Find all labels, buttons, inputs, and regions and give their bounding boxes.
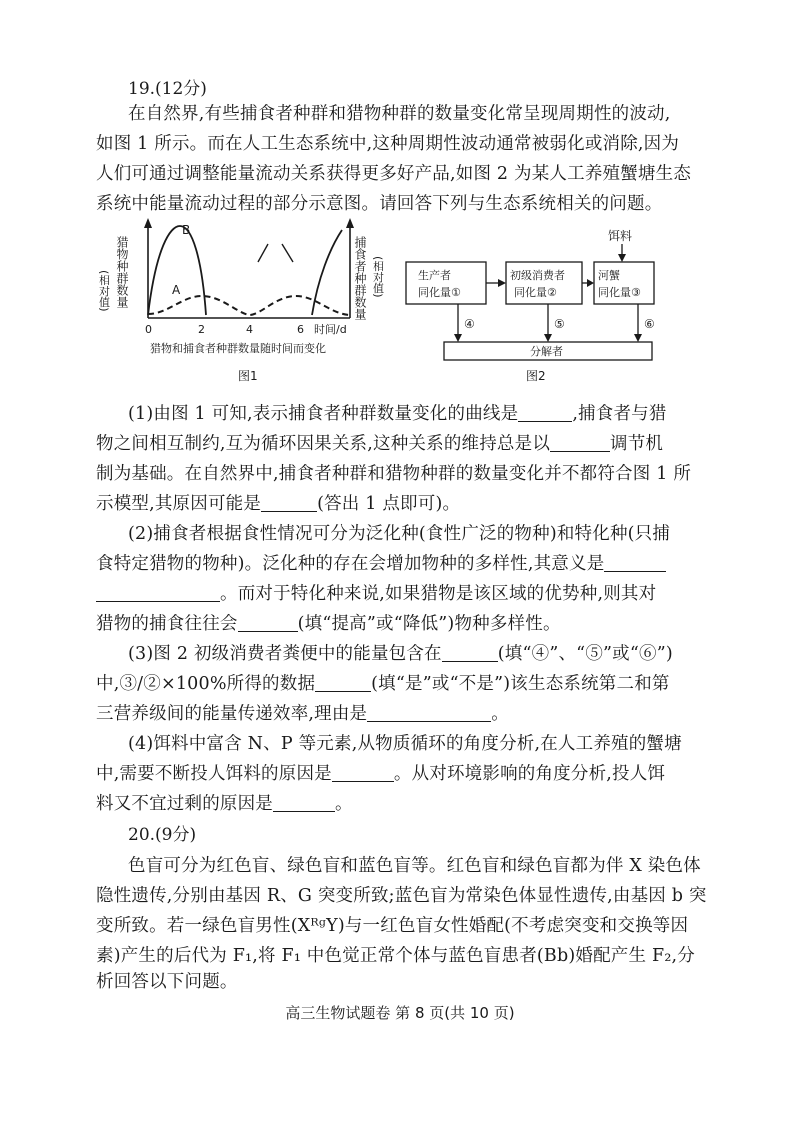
fig1-y-right-unit: (相对值) bbox=[371, 256, 385, 298]
q19-p1-text: 示模型,其原因可能是 bbox=[96, 494, 262, 514]
q19-p1-text: (答出 1 点即可)。 bbox=[317, 494, 461, 514]
q19-p2-line4 bbox=[96, 610, 561, 635]
answer-blank[interactable] bbox=[550, 434, 610, 452]
answer-blank[interactable] bbox=[315, 674, 371, 692]
fig1-label: 图1 bbox=[238, 369, 258, 383]
q19-p4-line1: (4)饵料中富含 N、P 等元素,从物质循环的角度分析,在人工养殖的蟹塘 bbox=[128, 734, 682, 754]
page-footer: 高三生物试题卷 第 8 页(共 10 页) bbox=[285, 1004, 515, 1022]
fig1-right-axis-arrow bbox=[346, 218, 354, 228]
fig2-arrowhead-6 bbox=[634, 334, 642, 342]
answer-blank[interactable] bbox=[261, 494, 317, 512]
fig2-feed-arrowhead bbox=[618, 254, 626, 262]
q20-line-5: 析回答以下问题。 bbox=[96, 972, 238, 992]
q19-p4-text: 。从对环境影响的角度分析,投人饵 bbox=[393, 764, 666, 784]
fig1-y-right-label: 捕食者种群数量 bbox=[353, 236, 367, 320]
q19-header: 19.(12分) bbox=[128, 79, 207, 99]
fig2-arrowhead-4 bbox=[454, 334, 462, 342]
q19-p3-text: 。 bbox=[491, 704, 509, 724]
q19-p3-text: 中,③/②×100%所得的数据 bbox=[96, 674, 316, 694]
fig2-box-primary-l2: 同化量② bbox=[514, 286, 557, 299]
q19-p2-text: 食特定猎物的物种)。泛化种的存在会增加物种的多样性,其意义是 bbox=[96, 554, 605, 574]
fig2-label: 图2 bbox=[526, 369, 546, 383]
fig2-box-crab-l1: 河蟹 bbox=[598, 269, 620, 282]
q20-line-2: 隐性遗传,分别由基因 R、G 突变所致;蓝色盲为常染色体显性遗传,由基因 b 突 bbox=[96, 886, 707, 906]
fig1-mark-left bbox=[258, 244, 268, 262]
q19-p1-text: ,捕食者与猎 bbox=[572, 404, 667, 424]
q19-p4-line3 bbox=[96, 790, 353, 815]
q19-intro-4: 系统中能量流动过程的部分示意图。请回答下列与生态系统相关的问题。 bbox=[96, 194, 663, 214]
fig2-arrow-6-label: ⑥ bbox=[644, 317, 655, 331]
q19-p1-line4 bbox=[96, 490, 460, 515]
fig2-box-producer-l2: 同化量① bbox=[418, 286, 461, 299]
fig2-decomposer-label: 分解者 bbox=[530, 345, 563, 358]
fig1-x-tick-4: 4 bbox=[246, 323, 253, 336]
q19-p2-line1: (2)捕食者根据食性情况可分为泛化种(食性广泛的物种)和特化种(只捕 bbox=[128, 524, 671, 544]
answer-blank[interactable] bbox=[273, 794, 335, 812]
fig1-x-tick-6: 6 bbox=[297, 323, 304, 336]
q19-p3-line2 bbox=[96, 670, 670, 695]
fig1-curve-a-label: A bbox=[172, 283, 181, 297]
fig2-arrow-5-label: ⑤ bbox=[554, 317, 565, 331]
figure-2 bbox=[398, 222, 666, 388]
q19-intro-2: 如图 1 所示。而在人工生态系统中,这种周期性波动通常被弱化或消除,因为 bbox=[96, 134, 680, 154]
q19-p1-line3: 制为基础。在自然界中,捕食者种群和猎物种群的数量变化并不都符合图 1 所 bbox=[96, 464, 692, 484]
answer-blank[interactable] bbox=[96, 584, 220, 602]
q20-line-3: 变所致。若一绿色盲男性(XᴿᵍY)与一红色盲女性婚配(不考虑突变和交换等因 bbox=[96, 916, 689, 936]
fig2-arrowhead-2-3 bbox=[587, 279, 594, 287]
q19-p4-line2 bbox=[96, 760, 665, 785]
q19-p3-text: (填“是”或“不是”)该生态系统第二和第 bbox=[371, 674, 670, 694]
fig2-feed-label: 饵料 bbox=[608, 229, 633, 243]
figure-1 bbox=[98, 218, 398, 390]
fig1-y-left-label: 猎物种群数量 bbox=[115, 236, 129, 308]
q19-intro-3: 人们可通过调整能量流动关系获得更多好产品,如图 2 为某人工养殖蟹塘生态 bbox=[96, 164, 692, 184]
q20-line-1: 色盲可分为红色盲、绿色盲和蓝色盲等。红色盲和绿色盲都为伴 X 染色体 bbox=[128, 856, 701, 876]
fig1-curve-a bbox=[148, 296, 350, 315]
q19-p2-text: (填“提高”或“降低”)物种多样性。 bbox=[297, 614, 561, 634]
q20-header: 20.(9分) bbox=[128, 825, 197, 845]
q19-p3-text: (填“④”、“⑤”或“⑥”) bbox=[497, 644, 673, 664]
fig1-curve-b bbox=[148, 226, 206, 315]
fig2-box-producer-l1: 生产者 bbox=[418, 269, 451, 282]
fig1-x-tick-0: 0 bbox=[145, 323, 152, 336]
answer-blank[interactable] bbox=[367, 704, 491, 722]
q19-p4-text: 。 bbox=[335, 794, 353, 814]
answer-blank[interactable] bbox=[332, 764, 394, 782]
q19-intro-1: 在自然界,有些捕食者种群和猎物种群的数量变化常呈现周期性的波动, bbox=[128, 104, 671, 124]
answer-blank[interactable] bbox=[518, 404, 572, 422]
q19-p2-line2 bbox=[96, 550, 666, 575]
q19-p4-text: 料又不宜过剩的原因是 bbox=[96, 794, 273, 814]
q19-p3-text: (3)图 2 初级消费者粪便中的能量包含在 bbox=[128, 644, 442, 664]
q19-p1-text: 物之间相互制约,互为循环因果关系,这种关系的维持总是以 bbox=[96, 434, 551, 454]
q19-p1-text: 调节机 bbox=[610, 434, 664, 454]
fig2-arrowhead-5 bbox=[544, 334, 552, 342]
q19-p3-text: 三营养级间的能量传递效率,理由是 bbox=[96, 704, 368, 724]
fig1-left-axis-arrow bbox=[144, 218, 152, 228]
fig1-y-left-unit: (相对值) bbox=[98, 270, 111, 312]
q19-p1-text: (1)由图 1 可知,表示捕食者种群数量变化的曲线是 bbox=[128, 404, 519, 424]
q19-p4-text: 中,需要不断投人饵料的原因是 bbox=[96, 764, 332, 784]
answer-blank[interactable] bbox=[442, 644, 498, 662]
fig2-box-crab-l2: 同化量③ bbox=[598, 286, 641, 299]
fig1-x-tick-2: 2 bbox=[198, 323, 205, 336]
q19-p2-text: 。而对于特化种来说,如果猎物是该区域的优势种,则其对 bbox=[220, 584, 657, 604]
q19-p2-line3 bbox=[96, 580, 656, 605]
q20-line-4: 素)产生的后代为 F₁,将 F₁ 中色觉正常个体与蓝色盲患者(Bb)婚配产生 F₂,分 bbox=[96, 946, 695, 966]
fig2-arrowhead-1-2 bbox=[498, 279, 506, 287]
q19-p1-line2 bbox=[96, 430, 663, 455]
fig1-x-label: 时间/d bbox=[314, 323, 347, 336]
q19-p3-line1 bbox=[128, 640, 673, 665]
fig1-curve-b-label: B bbox=[182, 223, 191, 237]
q19-p1-line1 bbox=[128, 400, 667, 425]
fig1-caption: 猎物和捕食者种群数量随时间而变化 bbox=[150, 342, 326, 355]
fig2-arrow-4-label: ④ bbox=[464, 317, 475, 331]
fig2-box-primary-l1: 初级消费者 bbox=[510, 269, 565, 282]
q19-p3-line3 bbox=[96, 700, 509, 725]
answer-blank[interactable] bbox=[238, 614, 298, 632]
q19-p2-text: 猎物的捕食往往会 bbox=[96, 614, 238, 634]
answer-blank[interactable] bbox=[604, 554, 666, 572]
fig1-mark-right bbox=[282, 244, 293, 262]
